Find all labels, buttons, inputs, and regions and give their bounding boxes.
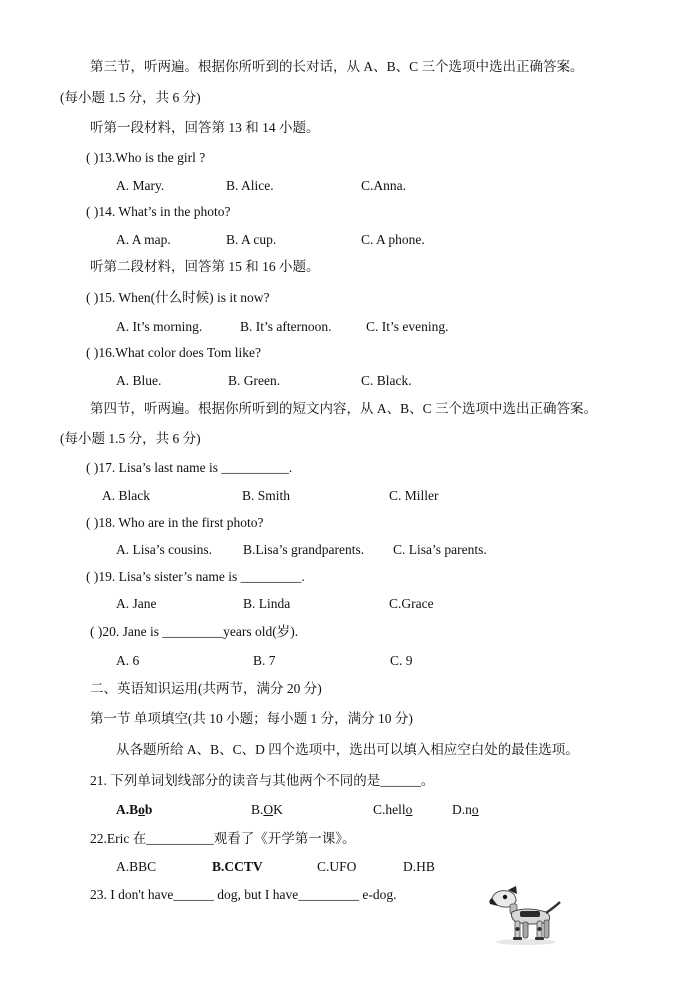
q17-option-a: A. Black bbox=[102, 488, 150, 503]
question-22-stem: 22.Eric 在__________观看了《开学第一课》。 bbox=[90, 831, 356, 846]
q20-option-c: C. 9 bbox=[390, 653, 413, 668]
q20-option-a: A. 6 bbox=[116, 653, 140, 668]
question-20-stem: ( )20. Jane is _________years old(岁). bbox=[90, 624, 299, 639]
q19-option-c: C.Grace bbox=[389, 596, 434, 611]
q21-option-c: C.hello bbox=[373, 802, 413, 817]
q21-option-d: D.no bbox=[452, 802, 479, 817]
section3-score: (每小题 1.5 分，共 6 分) bbox=[60, 90, 201, 105]
section4-score: (每小题 1.5 分，共 6 分) bbox=[60, 431, 201, 446]
question-23-stem: 23. I don't have______ dog, but I have_________ e-dog. bbox=[90, 887, 397, 902]
question-17-stem: ( )17. Lisa’s last name is __________. bbox=[86, 460, 293, 475]
q13-option-a: A. Mary. bbox=[116, 178, 165, 193]
question-13-stem: ( )13.Who is the girl ? bbox=[86, 150, 206, 165]
q15-option-c: C. It’s evening. bbox=[366, 319, 449, 334]
q17-option-b: B. Smith bbox=[242, 488, 291, 503]
q18-option-b: B.Lisa’s grandparents. bbox=[243, 542, 365, 557]
section4-title: 第四节，听两遍。根据你所听到的短文内容，从 A、B、C 三个选项中选出正确答案。 bbox=[90, 401, 598, 416]
q16-option-b: B. Green. bbox=[228, 373, 281, 388]
q21-option-b: B.OK bbox=[251, 802, 283, 817]
q19-option-a: A. Jane bbox=[116, 596, 157, 611]
q22-option-a: A.BBC bbox=[116, 859, 157, 874]
part2-title: 二、英语知识运用(共两节，满分 20 分) bbox=[90, 681, 322, 696]
question-21-stem: 21. 下列单词划线部分的读音与其他两个不同的是______。 bbox=[90, 773, 435, 788]
q16-option-a: A. Blue. bbox=[116, 373, 162, 388]
section3-title: 第三节，听两遍。根据你所听到的长对话，从 A、B、C 三个选项中选出正确答案。 bbox=[90, 59, 584, 74]
q22-option-b: B.CCTV bbox=[212, 859, 263, 874]
q14-option-c: C. A phone. bbox=[361, 232, 425, 247]
part2-instructions: 从各题所给 A、B、C、D 四个选项中，选出可以填入相应空白处的最佳选项。 bbox=[116, 742, 579, 757]
q13-option-b: B. Alice. bbox=[226, 178, 274, 193]
q17-option-c: C. Miller bbox=[389, 488, 439, 503]
question-15-stem: ( )15. When(什么时候) is it now? bbox=[86, 290, 270, 305]
material2-heading: 听第二段材料，回答第 15 和 16 小题。 bbox=[90, 259, 320, 274]
q15-option-a: A. It’s morning. bbox=[116, 319, 203, 334]
q19-option-b: B. Linda bbox=[243, 596, 291, 611]
question-18-stem: ( )18. Who are in the first photo? bbox=[86, 515, 264, 530]
q14-option-b: B. A cup. bbox=[226, 232, 277, 247]
question-19-stem: ( )19. Lisa’s sister’s name is _________. bbox=[86, 569, 305, 584]
robot-dog-icon bbox=[486, 884, 564, 946]
q20-option-b: B. 7 bbox=[253, 653, 276, 668]
material1-heading: 听第一段材料，回答第 13 和 14 小题。 bbox=[90, 120, 320, 135]
q18-option-a: A. Lisa’s cousins. bbox=[116, 542, 212, 557]
q13-option-c: C.Anna. bbox=[361, 178, 406, 193]
q16-option-c: C. Black. bbox=[361, 373, 412, 388]
q22-option-d: D.HB bbox=[403, 859, 435, 874]
q21-option-a: A.Bob bbox=[116, 802, 153, 817]
q15-option-b: B. It’s afternoon. bbox=[240, 319, 332, 334]
q22-option-c: C.UFO bbox=[317, 859, 357, 874]
part2-section1-heading: 第一节 单项填空(共 10 小题；每小题 1 分，满分 10 分) bbox=[90, 711, 413, 726]
q18-option-c: C. Lisa’s parents. bbox=[393, 542, 487, 557]
question-16-stem: ( )16.What color does Tom like? bbox=[86, 345, 262, 360]
q14-option-a: A. A map. bbox=[116, 232, 171, 247]
question-14-stem: ( )14. What’s in the photo? bbox=[86, 204, 231, 219]
